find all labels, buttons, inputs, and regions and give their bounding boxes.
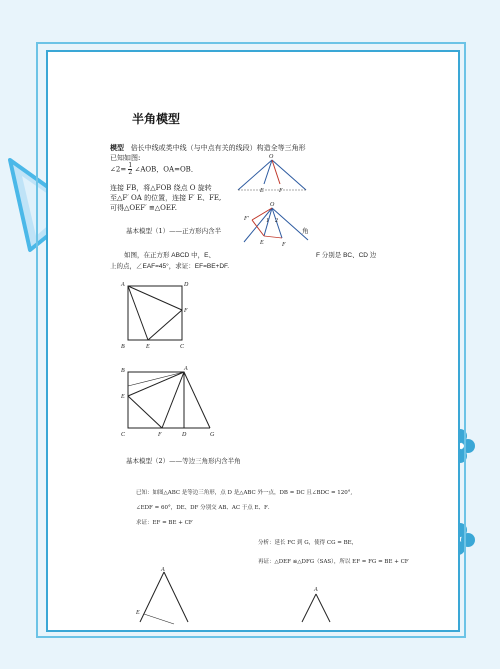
model1-line1-right: F 分别是 BC、CD 边 <box>316 252 377 259</box>
sq1-label-b: B <box>121 344 125 350</box>
top-figure <box>238 154 306 194</box>
model2-analysis: 分析：延长 FC 到 G，使得 CG = BE， <box>258 540 358 546</box>
label-o: O <box>269 154 274 160</box>
bottom-figure <box>243 202 308 248</box>
label-2: 2 <box>275 218 278 224</box>
document-page <box>46 50 460 632</box>
model2-title: 基本模型（2）——等边三角形内含半角 <box>126 457 241 465</box>
label-e: E <box>260 188 264 194</box>
sq1-label-f: F <box>184 308 188 314</box>
step-line-3: 可得△OEF′ ≌△OEF. <box>110 204 177 212</box>
step-line-2: 至△F′ OA 的位置，连接 F′ E、FE, <box>110 194 222 202</box>
model-label: 模型 <box>110 143 124 152</box>
sq1-label-e: E <box>146 344 150 350</box>
sq1-label-d: D <box>184 282 189 288</box>
label-f: F <box>279 188 283 194</box>
model1-line1-left: 如图，在正方形 ABCD 中，E、 <box>124 252 216 259</box>
tri1-label-e: E <box>136 610 140 616</box>
label-1: 1 <box>266 218 269 224</box>
model2-known-2: ∠EDF = 60°，DE、DF 分别交 AB、AC 于点 E、F． <box>136 505 274 511</box>
sq2-label-a: A <box>184 366 188 372</box>
rotation-figure <box>228 150 318 260</box>
condition-fraction <box>128 163 132 176</box>
label-o-2: O <box>270 202 275 208</box>
sq1-label-c: C <box>180 344 185 350</box>
sq2-label-e: E <box>121 394 125 400</box>
known-text: 已知如图: <box>110 154 141 162</box>
fraction-num: 1 <box>128 162 133 169</box>
triangle-figure-1 <box>134 566 204 630</box>
sq2-label-c: C <box>121 432 126 438</box>
sq2-label-d: D <box>182 432 187 438</box>
sq2-label-b: B <box>121 368 125 374</box>
triangle-figure-2 <box>296 584 336 630</box>
label-f-prime: F′ <box>244 216 249 222</box>
sq2-label-f: F <box>158 432 162 438</box>
model2-known-1: 已知：如图△ABC 是等边三角形，点 D 是△ABC 外一点，DB = DC 且∠BDC = 120°, <box>136 490 353 496</box>
tri2-label-a: A <box>314 587 318 593</box>
sq2-label-g: G <box>210 432 215 438</box>
fraction-den: 2 <box>128 169 133 176</box>
sq1-label-a: A <box>121 282 125 288</box>
model2-then: 再证：△DEF ≌△DFG（SAS），所以 EF = FG = BE + CF <box>258 559 409 565</box>
square-figure-2 <box>118 362 228 444</box>
page-title: 半角模型 <box>132 112 181 126</box>
label-f-2: F <box>282 242 286 248</box>
label-e-2: E <box>260 240 264 246</box>
model2-prove: 求证：EF = BE + CF <box>136 520 193 526</box>
square-figure-1 <box>118 278 193 350</box>
step-line-1: 连接 FB，将△FOB 绕点 O 旋转 <box>110 184 212 192</box>
condition-rest: ∠AOB，OA=OB． <box>134 165 198 174</box>
tri1-label-a: A <box>161 567 165 573</box>
model-heading-text: 倍长中线或类中线（与中点有关的线段）构造全等三角形 <box>130 144 306 152</box>
model1-title-right: 角 <box>302 227 309 235</box>
model1-title-left: 基本模型（1）——正方形内含半 <box>126 227 222 235</box>
condition-angle: ∠2= <box>110 165 127 174</box>
condition-line <box>110 163 198 176</box>
model1-line2: 上的点，∠EAF=45°，求证：EF=BE+DF. <box>110 263 230 270</box>
